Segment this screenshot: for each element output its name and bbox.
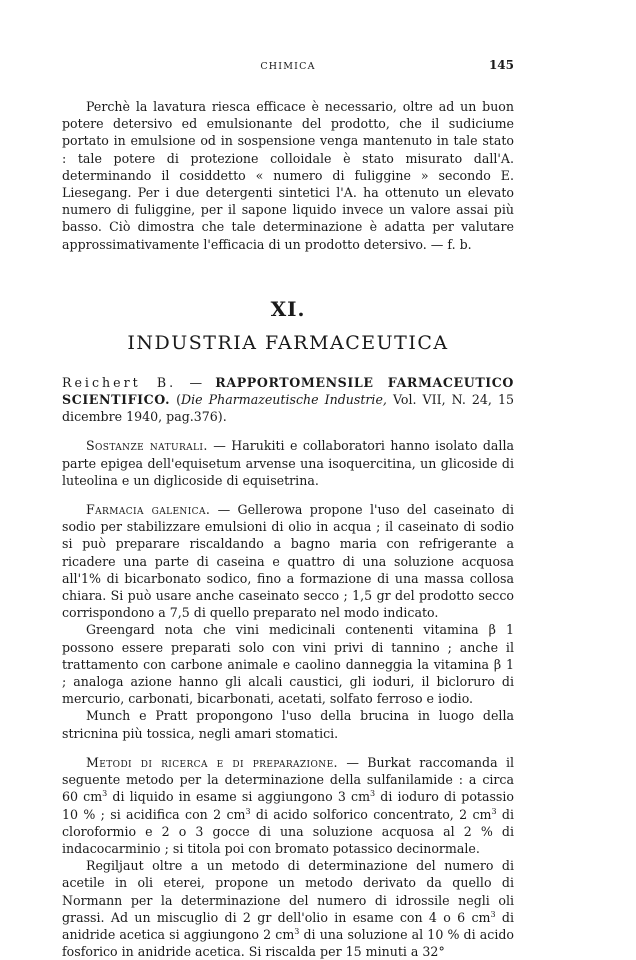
superscript: 3: [294, 926, 300, 936]
section-number: XI.: [270, 296, 306, 321]
section-title: INDUSTRIA FARMACEUTICA: [127, 331, 449, 354]
farmacia-text-a: — Gellerowa propone l'uso del caseinato di sodio per stabilizzare emulsioni di olio in acqua ; il caseinato di sodio si può preparare riscaldando a bagno maria con refrigerante a ricadere una parte di caseina e quattro di una soluzione acquosa all'1: [62, 502, 514, 586]
superscript: 3: [370, 789, 376, 799]
superscript: 3: [490, 909, 496, 919]
running-title: CHIMICA: [260, 61, 316, 72]
page: [62, 58, 514, 960]
paragraph-detergents: Perchè la lavatura riesca efficace è necessario, oltre ad un buon potere detersivo ed emulsionante del prodotto, che il sudiciume portato in emulsione od in sospensione venga mantenuto in tale stato : tale potere di protezione colloidale è stato misurato dall'A. determinando il cosiddetto « numero di fuliggine » secondo E. Liesegang. Per i due detergenti sintetici l'A. ha ottenuto un elevato numero di fuliggine, per il sapone liquido invece un valore assai più basso. Ciò dimostra che tale determinazione è adatta per valutare approssimativamente l'efficacia di un prodotto detersivo. — f. b.: [62, 99, 514, 252]
reference-dash: —: [176, 374, 216, 390]
metodi-text-e: di cloroformio e 2 o 3 gocce di una soluzione acquosa al 2 % di indacocarminio ; si titola poi con bromato potassico decinormale.: [62, 806, 515, 856]
regiljaut-text-b: di anidride acetica si aggiungono 2 cm: [62, 909, 515, 942]
paragraph-regiljaut: [62, 857, 514, 960]
superscript: 3: [491, 806, 497, 816]
metodi-text-c: di ioduro di potassio 10 % ; si acidifica con 2 cm: [62, 789, 515, 822]
page-number: 145: [488, 58, 514, 72]
superscript: 3: [102, 789, 108, 799]
reference-title: RAPPORTOMENSILE FARMACEUTICO SCIENTIFICO.: [62, 374, 514, 408]
reference-journal: Die Pharmazeutische Industrie,: [181, 392, 387, 408]
farmacia-label: Farmacia galenica.: [86, 502, 211, 518]
metodi-text-b: di liquido in esame si aggiungono 3 cm: [107, 789, 371, 805]
paragraph-sostanze: [62, 437, 514, 489]
paragraph-metodi: [62, 754, 514, 857]
reference-details: Vol. VII, N. 24, 15 dicembre 1940, pag.376).: [62, 392, 515, 425]
regiljaut-text-a: Regiljaut oltre a un metodo di determinazione del numero di acetile in oli eterei, propone un metodo derivato da quello di Normann per la determinazione del numero di idrossile negli oli grassi. Ad un miscuglio di 2 gr dell'olio in esame con 4 o 6 cm: [62, 858, 514, 925]
paragraph-farmacia: [62, 501, 514, 621]
farmacia-text-b: di bicarbonato sodico, fino a formazione di una massa collosa chiara. Si può usare anche caseinato secco ; 1,5 gr del prodotto secco corrispondono a 7,5 di quello preparato nel modo indicato.: [62, 570, 514, 621]
reference-author: Reichert B.: [62, 374, 177, 390]
paragraph-munch: Munch e Pratt propongono l'uso della brucina in luogo della stricnina più tossica, negli amari stomatici.: [62, 708, 514, 741]
superscript: 3: [245, 806, 251, 816]
sostanze-label: Sostanze naturali.: [86, 438, 208, 454]
farmacia-percent: %: [89, 570, 102, 586]
running-header: [62, 58, 514, 76]
regiljaut-text-c: di una soluzione al 10 % di acido fosforico in anidride acetica. Si riscalda per 15 minuti a 32°: [62, 926, 514, 960]
sostanze-text: — Harukiti e collaboratori hanno isolato dalla parte epigea dell'equisetum arvense una isoquercitina, un glicoside di luteolina e un diglicoside di equisetrina.: [62, 438, 514, 488]
reference-entry: Reichert B. — RAPPORTOMENSILE FARMACEUTICO SCIENTIFICO. (Die Pharmazeutische Industrie, Vol. VII, N. 24, 15 dicembre 1940, pag.376).: [62, 374, 515, 425]
metodi-text-a: — Burkat raccomanda il seguente metodo per la determinazione della sulfanilamide : a circa 60 cm: [62, 754, 514, 805]
paragraph-greengard: Greengard nota che vini medicinali contenenti vitamina β 1 possono essere preparati solo con vini privi di tannino ; anche il trattamento con carbone animale e caolino danneggia la vitamina β 1 ; analoga azione hanno gli alcali caustici, gli ioduri, il bicloruro di mercurio, carbonati, bicarbonati, acetati, solfato ferroso e iodio.: [62, 622, 514, 707]
metodi-label: Metodi di ricerca e di preparazione.: [86, 754, 338, 770]
metodi-text-d: di acido solforico concentrato, 2 cm: [250, 806, 492, 822]
